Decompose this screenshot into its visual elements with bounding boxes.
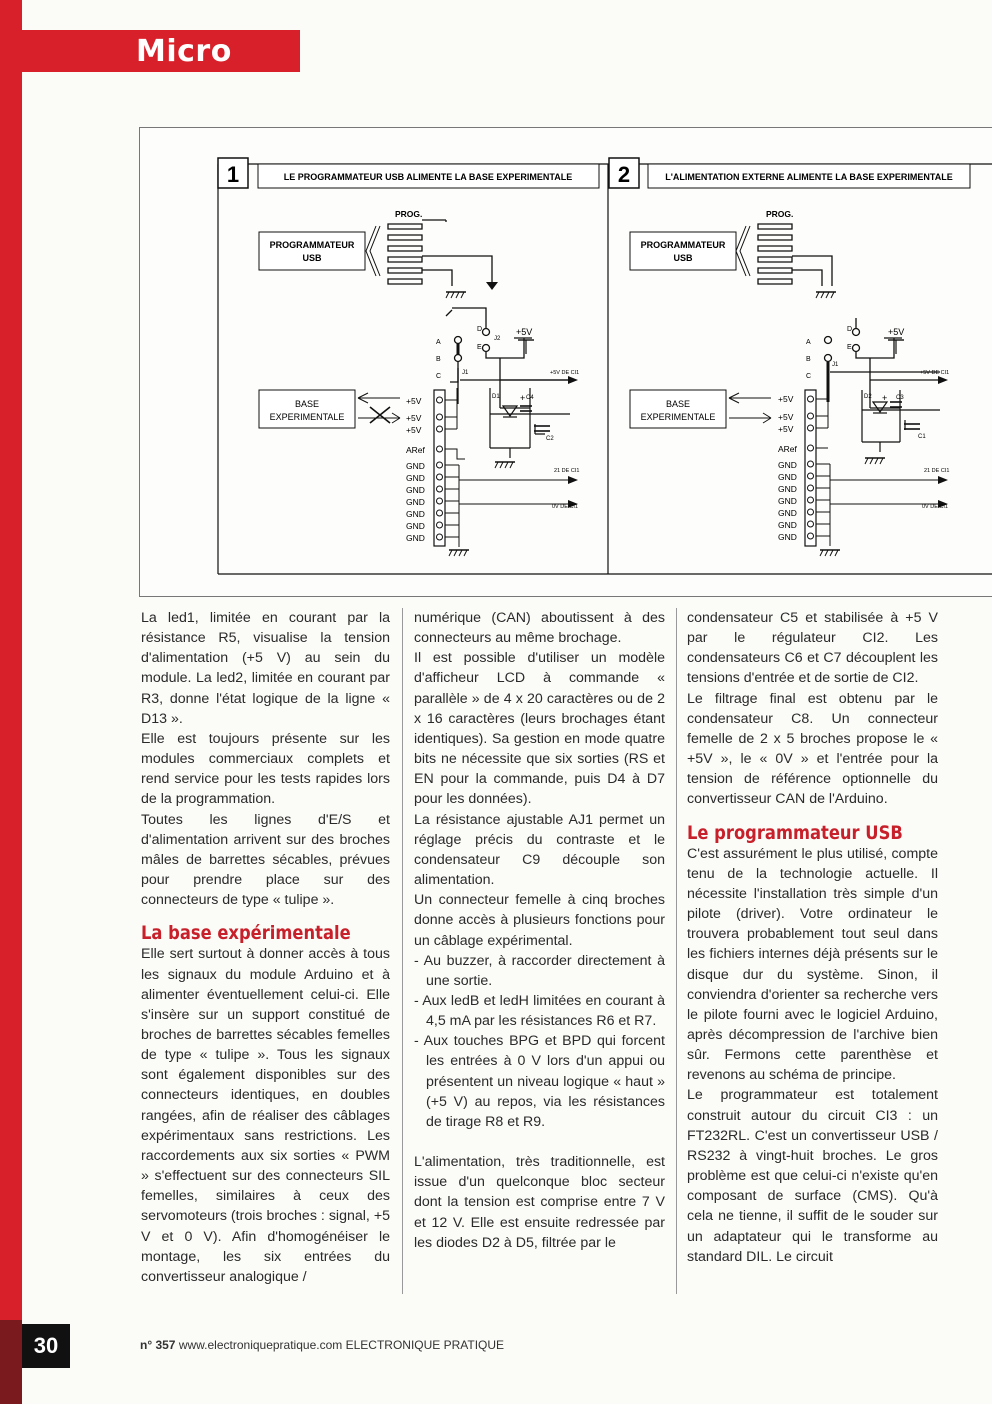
heading-base-experimentale: La base expérimentale (141, 922, 351, 945)
svg-text:C: C (806, 373, 812, 380)
svg-text:+5V DE CI1: +5V DE CI1 (550, 370, 580, 376)
svg-text:D2: D2 (864, 394, 872, 400)
svg-text:D: D (477, 326, 483, 333)
svg-text:D1: D1 (492, 394, 500, 400)
svg-text:+5V: +5V (516, 327, 533, 337)
left-red-bar (0, 0, 22, 1404)
svg-text:0V DE CI1: 0V DE CI1 (922, 504, 948, 510)
section-title: Micro (136, 34, 232, 69)
svg-text:ARef: ARef (406, 445, 425, 455)
paragraph: La résistance ajustable AJ1 permet un réglage précis du contraste et le condensateur C9 découple son alimentation. (414, 811, 665, 889)
paragraph: Il est possible d'utiliser un modèle d'afficheur LCD à commande « parallèle » de 4 x 20 caractères ou de 2 x 16 caractères (leurs brochages étant identiques). Sa gestion en mode quatre bits ne nécessite que six sorties (RS et EN pour la commande, puis D4 à D7 pour les données). (414, 650, 665, 808)
prog-box-line1: PROGRAMMATEUR (269, 240, 355, 250)
paragraph: C'est assurément le plus utilisé, compte tenu de la technologie actuelle. Il nécessite l'installation très simple d'un pilote (driver). Votre ordinateur le trouvera probablement tout seul dans les fichiers internes déjà présents sur le disque dur du système. Sinon, il conviendra d'orienter sa recherche vers le pilote fourni avec le logiciel Arduino, après décompression de l'archive bien sûr. Fermons cette parenthèse et revenons au schéma de principe. (687, 845, 938, 1084)
paragraph: Un connecteur femelle à cinq broches donne accès à plusieurs fonctions pour un câblage expérimental. (414, 892, 665, 949)
svg-text:E: E (847, 344, 852, 351)
paragraph: Toutes les lignes d'E/S et d'alimentation arrivent sur des broches mâles de barrettes sécables, prévues pour prendre place sur des connecteurs de type « tulipe ». (141, 811, 390, 909)
svg-text:21 DE CI1: 21 DE CI1 (924, 468, 950, 474)
svg-text:J1: J1 (832, 362, 839, 368)
svg-text:USB: USB (673, 253, 693, 263)
svg-text:+5V: +5V (406, 425, 422, 435)
svg-text:+5V: +5V (778, 424, 794, 434)
svg-text:21 DE CI1: 21 DE CI1 (554, 468, 580, 474)
svg-text:GND: GND (778, 520, 797, 530)
paragraph: L'alimentation, très traditionnelle, est issue d'un quelconque bloc secteur dont la tension est comprise entre 7 V et 12 V. Elle est ensuite redressée par les diodes D2 à D5, filtrée par le (414, 1154, 665, 1251)
list-item: - Aux touches BPG et BPD qui forcent les entrées à 0 V lors d'un appui ou présentent un niveau logique « haut » (+5 V) au repos, via les résistances de tirage R8 et R9. (414, 1033, 665, 1130)
svg-text:PROGRAMMATEUR: PROGRAMMATEUR (640, 240, 726, 250)
svg-text:A: A (436, 339, 441, 346)
svg-text:EXPERIMENTALE: EXPERIMENTALE (269, 412, 345, 422)
svg-text:GND: GND (406, 521, 425, 531)
svg-text:GND: GND (778, 484, 797, 494)
svg-text:BASE: BASE (294, 399, 320, 409)
text-column-3 (687, 608, 938, 1267)
svg-text:C4: C4 (526, 395, 534, 401)
text-column-2 (414, 608, 665, 1253)
svg-text:GND: GND (406, 485, 425, 495)
svg-text:+5V: +5V (778, 412, 794, 422)
svg-text:A: A (806, 339, 811, 346)
list-item: - Aux ledB et ledH limitées en courant à 4,5 mA par les résistances R6 et R7. (414, 992, 665, 1030)
prog-label: PROG. (395, 209, 423, 219)
svg-text:BASE: BASE (665, 399, 691, 409)
svg-text:B: B (806, 356, 811, 363)
svg-text:GND: GND (778, 472, 797, 482)
svg-text:GND: GND (778, 460, 797, 470)
paragraph: La led1, limitée en courant par la résistance R5, visualise la tension d'alimentation (+5 V) au sein du module. La led2, limitée en courant par R3, donne l'état logique de la ligne « D13 ». (141, 610, 390, 727)
svg-text:+5V: +5V (888, 327, 905, 337)
svg-text:+5V: +5V (778, 394, 794, 404)
paragraph: condensateur C5 et stabilisée à +5 V par le régulateur CI2. Les condensateurs C6 et C7 découplent les tensions d'entrée et de sortie de CI2. (687, 610, 938, 687)
prog-box-line2: USB (302, 253, 322, 263)
page-number: 30 (22, 1324, 70, 1368)
svg-text:GND: GND (406, 509, 425, 519)
paragraph: Le programmateur est totalement construit autour du circuit CI3 : un FT232RL. C'est un convertisseur USB / RS232 à vingt-huit broches. Le gros problème est que celui-ci n'existe qu'en composant de surface (CMS). Qu'à cela ne tienne, il suffit de le souder sur un adaptateur qui le transforme au standard DIL. Le circuit (687, 1087, 938, 1265)
page-footer (140, 1338, 504, 1352)
svg-text:+5V: +5V (406, 396, 422, 406)
svg-text:GND: GND (406, 497, 425, 507)
website-link[interactable]: www.electroniquepratique.com (178, 1338, 343, 1352)
panel-1 (218, 158, 599, 556)
svg-text:GND: GND (778, 508, 797, 518)
svg-text:J1: J1 (462, 370, 469, 376)
svg-text:PROG.: PROG. (766, 209, 794, 219)
svg-text:+: + (882, 393, 888, 403)
panel-1-title: LE PROGRAMMATEUR USB ALIMENTE LA BASE EXPERIMENTALE (283, 172, 573, 182)
svg-text:GND: GND (406, 473, 425, 483)
svg-text:0V DE CI1: 0V DE CI1 (552, 504, 578, 510)
svg-text:B: B (436, 356, 441, 363)
paragraph: Le filtrage final est obtenu par le condensateur C8. Un connecteur femelle de 2 x 5 broches propose le « +5V », le « 0V » et l'entrée pour la tension de référence optionnelle du convertisseur CAN de l'Arduino. (687, 690, 938, 808)
svg-text:D: D (847, 326, 853, 333)
paragraph: numérique (CAN) aboutissent à des connecteurs au même brochage. (414, 610, 665, 647)
column-divider (676, 608, 677, 1294)
schematic-figure (140, 128, 992, 598)
svg-text:GND: GND (778, 532, 797, 542)
heading-programmateur-usb: Le programmateur USB (687, 821, 903, 844)
svg-text:EXPERIMENTALE: EXPERIMENTALE (640, 412, 716, 422)
figure-frame (139, 127, 992, 597)
svg-text:C1: C1 (918, 434, 926, 440)
svg-text:GND: GND (778, 496, 797, 506)
text-column-1 (141, 608, 390, 1287)
left-dark-bar (0, 1320, 22, 1404)
magazine-name: ELECTRONIQUE PRATIQUE (345, 1338, 505, 1352)
svg-text:C2: C2 (546, 436, 554, 442)
panel-2-number: 2 (617, 162, 631, 187)
issue-number: n° 357 (140, 1338, 176, 1352)
svg-text:+: + (520, 393, 526, 403)
section-header (0, 30, 300, 72)
panel-2 (609, 158, 970, 556)
svg-text:J2: J2 (494, 336, 501, 342)
svg-text:+5V: +5V (406, 413, 422, 423)
panel-1-number: 1 (226, 162, 240, 187)
svg-text:E: E (477, 344, 482, 351)
paragraph: Elle est toujours présente sur les modules commerciaux complets et rend service pour les tests rapides lors de la programmation. (141, 730, 390, 808)
panel-2-title: L'ALIMENTATION EXTERNE ALIMENTE LA BASE EXPERIMENTALE (665, 172, 953, 182)
paragraph: Elle sert surtout à donner accès à tous les signaux du module Arduino et à alimenter éventuellement celui-ci. Elle s'insère sur un support constitué de broches de barrettes sécables femelles de type « tulipe ». Tous les signaux sont également disponibles sur des connecteurs identiques, en doubles rangées, afin de réaliser des câblages expérimentaux sans restrictions. Les raccordements aux six sorties « PWM » s'effectuent sur des connecteurs SIL femelles, similaires à ceux des servomoteurs (trois broches : signal, +5 V et 0 V). Afin d'homogénéiser le montage, les six entrées du convertisseur analogique / (141, 946, 390, 1285)
svg-text:GND: GND (406, 461, 425, 471)
svg-text:C: C (436, 373, 442, 380)
column-divider (402, 608, 403, 1294)
svg-text:ARef: ARef (778, 444, 797, 454)
list-item: - Au buzzer, à raccorder directement à une sortie. (414, 952, 665, 989)
svg-text:C3: C3 (896, 395, 904, 401)
svg-text:GND: GND (406, 533, 425, 543)
svg-text:+5V DE CI1: +5V DE CI1 (920, 370, 950, 376)
